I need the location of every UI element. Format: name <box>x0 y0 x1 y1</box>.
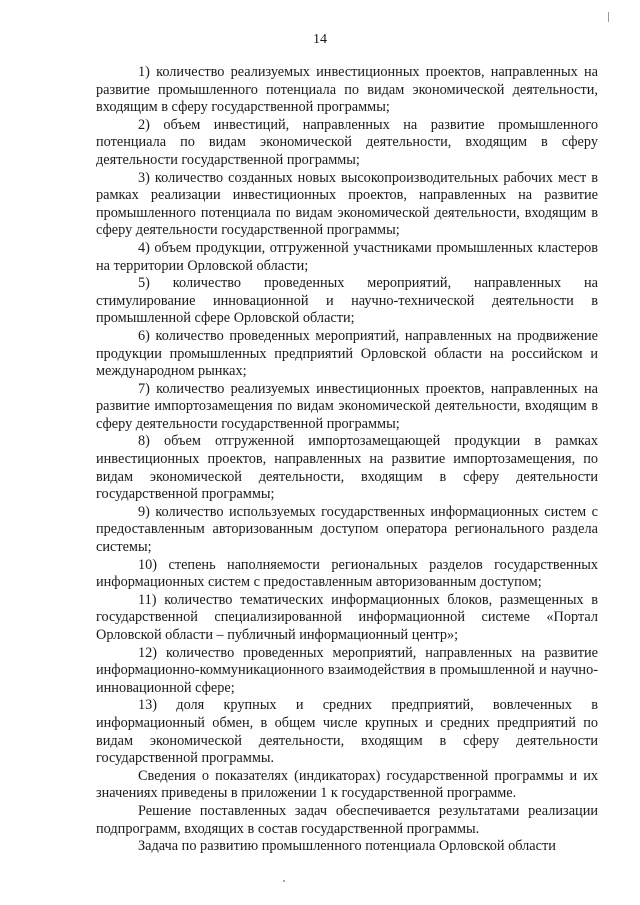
indicator-item-10: 10) степень наполняемости региональных разделов государственных информационных систем с предоставленным авторизованным доступом; <box>96 556 598 591</box>
indicators-appendix-note: Сведения о показателях (индикаторах) государственной программы и их значениях приведены в приложении 1 к государственной программе. <box>96 767 598 802</box>
indicator-item-8: 8) объем отгруженной импортозамещающей продукции в рамках инвестиционных проектов, направленных на развитие импортозамещения, по видам экономической деятельности, входящим в сферу деятельности государственной программы; <box>96 433 598 503</box>
page-number: 14 <box>313 32 327 47</box>
indicator-item-7: 7) количество реализуемых инвестиционных проектов, направленных на развитие импортозамещения по видам экономической деятельности, входящим в сферу деятельности государственной программы; <box>96 380 598 432</box>
indicator-item-6: 6) количество проведенных мероприятий, направленных на продвижение продукции промышленных предприятий Орловской области на российском и международном рынках; <box>96 327 598 380</box>
indicator-item-12: 12) количество проведенных мероприятий, направленных на развитие информационно-коммуникационного взаимодействия в промышленной и научно-инновационной сфере; <box>96 644 598 696</box>
scan-mark <box>608 12 609 22</box>
indicator-item-2: 2) объем инвестиций, направленных на развитие промышленного потенциала по видам экономической деятельности, входящим в сферу деятельности государственной программы; <box>96 116 598 168</box>
indicator-item-4: 4) объем продукции, отгруженной участниками промышленных кластеров на территории Орловской области; <box>96 239 598 274</box>
indicator-item-9: 9) количество используемых государственных информационных систем с предоставленным авторизованным доступом оператора регионального раздела системы; <box>96 503 598 556</box>
document-body <box>96 64 598 856</box>
scan-dot <box>283 880 285 882</box>
indicator-item-13: 13) доля крупных и средних предприятий, вовлеченных в информационный обмен, в общем числе крупных и средних предприятий по видам экономической деятельности, входящим в сферу деятельности государственной программы. <box>96 697 598 767</box>
indicator-item-11: 11) количество тематических информационных блоков, размещенных в государственной специализированной информационной системе «Портал Орловской области – публичный информационный центр»; <box>96 591 598 643</box>
subprograms-note: Решение поставленных задач обеспечивается результатами реализации подпрограмм, входящих в состав государственной программы. <box>96 802 598 837</box>
indicator-item-5: 5) количество проведенных мероприятий, направленных на стимулирование инновационной и научно-технической деятельности в промышленной сфере Орловской области; <box>96 275 598 327</box>
indicator-item-3: 3) количество созданных новых высокопроизводительных рабочих мест в рамках реализации инвестиционных проектов, направленных на развитие промышленного потенциала по видам экономической деятельности, входящим в сферу деятельности государственной программы; <box>96 169 598 239</box>
indicator-item-1: 1) количество реализуемых инвестиционных проектов, направленных на развитие промышленного потенциала по видам экономической деятельности, входящим в сферу государственной программы; <box>96 64 598 116</box>
task-paragraph-start: Задача по развитию промышленного потенциала Орловской области <box>138 838 556 855</box>
